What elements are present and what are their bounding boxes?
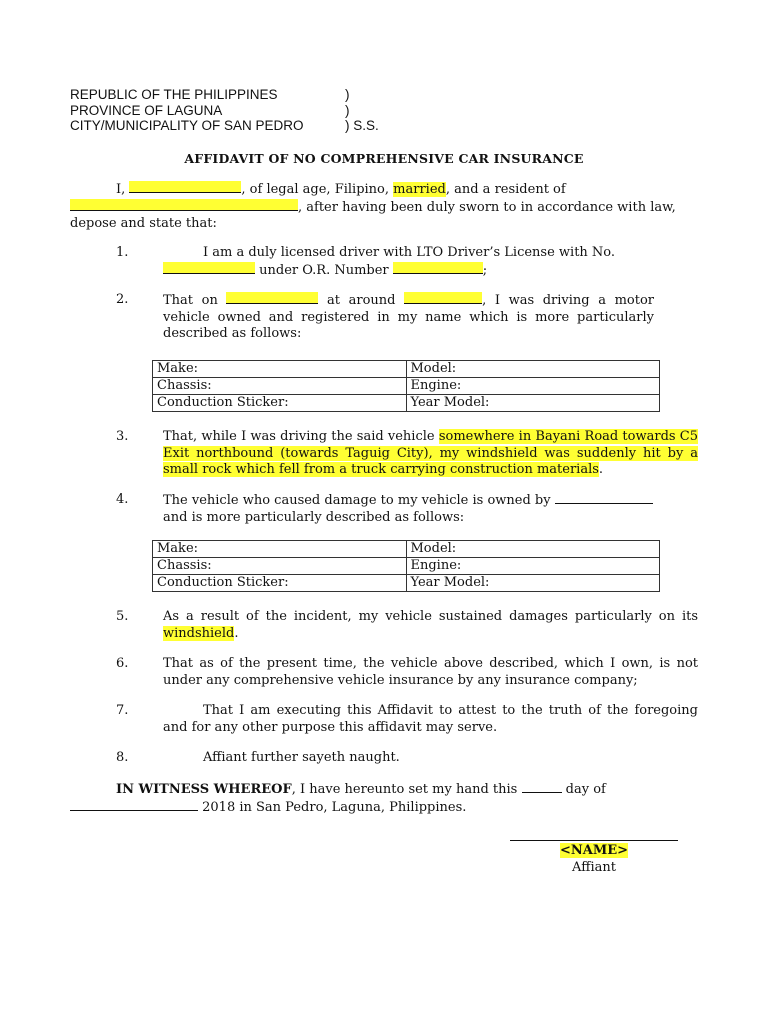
item-clause: . bbox=[598, 462, 604, 477]
civil-status: married bbox=[393, 182, 446, 197]
venue-line bbox=[70, 103, 379, 119]
other-vehicle-spec-table bbox=[152, 540, 660, 592]
table-cell: Make: bbox=[153, 541, 407, 558]
item-clause: ; bbox=[482, 262, 488, 278]
incident-location-highlight: somewhere in Bayani Road towards C5 Exit northbound (towards Taguig City), my windshield was suddenly hit by a small rock which fell from a truck carrying construction materials bbox=[163, 429, 698, 477]
item-clause: under O.R. Number bbox=[259, 262, 389, 278]
venue-bracket: ) bbox=[345, 102, 350, 118]
venue-label: PROVINCE OF LAGUNA bbox=[70, 102, 223, 118]
affiant-name bbox=[0, 843, 768, 858]
item-clause: Affiant further sayeth naught. bbox=[203, 750, 400, 765]
item-clause: That on bbox=[163, 293, 218, 308]
intro-text: , and a resident of bbox=[445, 182, 566, 197]
item-clause: and is more particularly described as follows: bbox=[163, 509, 465, 525]
table-row bbox=[153, 378, 660, 395]
witness-text: , I have hereunto set my hand this bbox=[291, 782, 518, 797]
item-clause: As a result of the incident, my vehicle sustained damages particularly on its bbox=[163, 609, 698, 624]
license-no-blank bbox=[163, 262, 255, 274]
intro-text: depose and state that: bbox=[70, 216, 217, 231]
item-number: 3. bbox=[116, 429, 129, 444]
item-clause: I am a duly licensed driver with LTO Driver’s License with No. bbox=[203, 245, 616, 260]
table-cell: Chassis: bbox=[153, 558, 407, 575]
table-cell: Engine: bbox=[406, 558, 660, 575]
table-cell: Year Model: bbox=[406, 395, 660, 412]
venue-line bbox=[70, 118, 379, 134]
item-text bbox=[163, 492, 698, 526]
item-number: 5. bbox=[116, 609, 129, 624]
table-row bbox=[153, 558, 660, 575]
table-cell: Year Model: bbox=[406, 575, 660, 592]
table-cell: Model: bbox=[406, 361, 660, 378]
document-title: AFFIDAVIT OF NO COMPREHENSIVE CAR INSURANCE bbox=[184, 151, 584, 166]
intro-text: , after having been duly sworn to in accordance with law, bbox=[298, 199, 676, 215]
table-cell: Model: bbox=[406, 541, 660, 558]
table-row bbox=[153, 361, 660, 378]
witness-paragraph bbox=[70, 781, 698, 816]
item-clause: The vehicle who caused damage to my vehicle is owned by bbox=[163, 493, 551, 508]
venue-bracket: ) S.S. bbox=[345, 118, 379, 133]
item-number: 2. bbox=[116, 292, 129, 307]
item-number: 6. bbox=[116, 656, 129, 671]
venue-line bbox=[70, 87, 379, 103]
name-blank bbox=[129, 181, 241, 193]
table-cell: Conduction Sticker: bbox=[153, 395, 407, 412]
item-text bbox=[163, 245, 698, 279]
witness-text: 2018 in San Pedro, Laguna, Philippines. bbox=[202, 799, 467, 815]
witness-text: day of bbox=[565, 782, 606, 797]
venue-label: REPUBLIC OF THE PHILIPPINES bbox=[70, 87, 278, 102]
table-cell: Chassis: bbox=[153, 378, 407, 395]
intro-i: I, bbox=[116, 182, 126, 197]
item-number: 4. bbox=[116, 492, 129, 507]
item-text bbox=[163, 429, 698, 479]
signature-line bbox=[510, 840, 678, 841]
item-clause: That I am executing this Affidavit to attest to the truth of the foregoing and for any other purpose this affidavit may serve. bbox=[163, 703, 698, 735]
affiant-label: Affiant bbox=[572, 860, 616, 875]
day-blank bbox=[522, 781, 562, 793]
intro-text: , of legal age, Filipino, bbox=[241, 182, 390, 197]
table-row bbox=[153, 541, 660, 558]
item-text bbox=[163, 703, 698, 736]
table-cell: Engine: bbox=[406, 378, 660, 395]
venue-header bbox=[70, 87, 379, 134]
item-text bbox=[163, 292, 654, 343]
or-number-blank bbox=[393, 262, 483, 274]
witness-heading: IN WITNESS WHEREOF bbox=[116, 782, 292, 797]
table-cell: Conduction Sticker: bbox=[153, 575, 407, 592]
month-blank bbox=[70, 799, 198, 811]
vehicle-spec-table bbox=[152, 360, 660, 412]
damage-part-highlight: windshield bbox=[163, 625, 235, 641]
item-text: That as of the present time, the vehicle above described, which I own, is not under any comprehensive vehicle insurance by any insurance company; bbox=[163, 656, 698, 688]
item-text bbox=[163, 609, 698, 642]
table-cell: Make: bbox=[153, 361, 407, 378]
item-number: 7. bbox=[116, 703, 129, 718]
owner-blank bbox=[555, 492, 653, 504]
item-number: 8. bbox=[116, 750, 129, 765]
item-clause: That, while I was driving the said vehicle bbox=[163, 429, 435, 444]
address-blank bbox=[70, 199, 298, 211]
item-text bbox=[163, 750, 698, 767]
item-clause: , I was driving a motor vehicle owned and registered in my name which is more particularly described as follows: bbox=[163, 293, 654, 341]
table-row bbox=[153, 395, 660, 412]
time-blank bbox=[404, 292, 482, 304]
date-blank bbox=[226, 292, 318, 304]
intro-paragraph bbox=[70, 181, 698, 233]
venue-label: CITY/MUNICIPALITY OF SAN PEDRO bbox=[70, 118, 304, 133]
affiant-name-placeholder: <NAME> bbox=[559, 843, 629, 858]
item-clause: . bbox=[234, 625, 239, 641]
item-clause: at around bbox=[327, 293, 396, 308]
table-row bbox=[153, 575, 660, 592]
venue-bracket: ) bbox=[345, 87, 350, 102]
item-number: 1. bbox=[116, 245, 129, 260]
